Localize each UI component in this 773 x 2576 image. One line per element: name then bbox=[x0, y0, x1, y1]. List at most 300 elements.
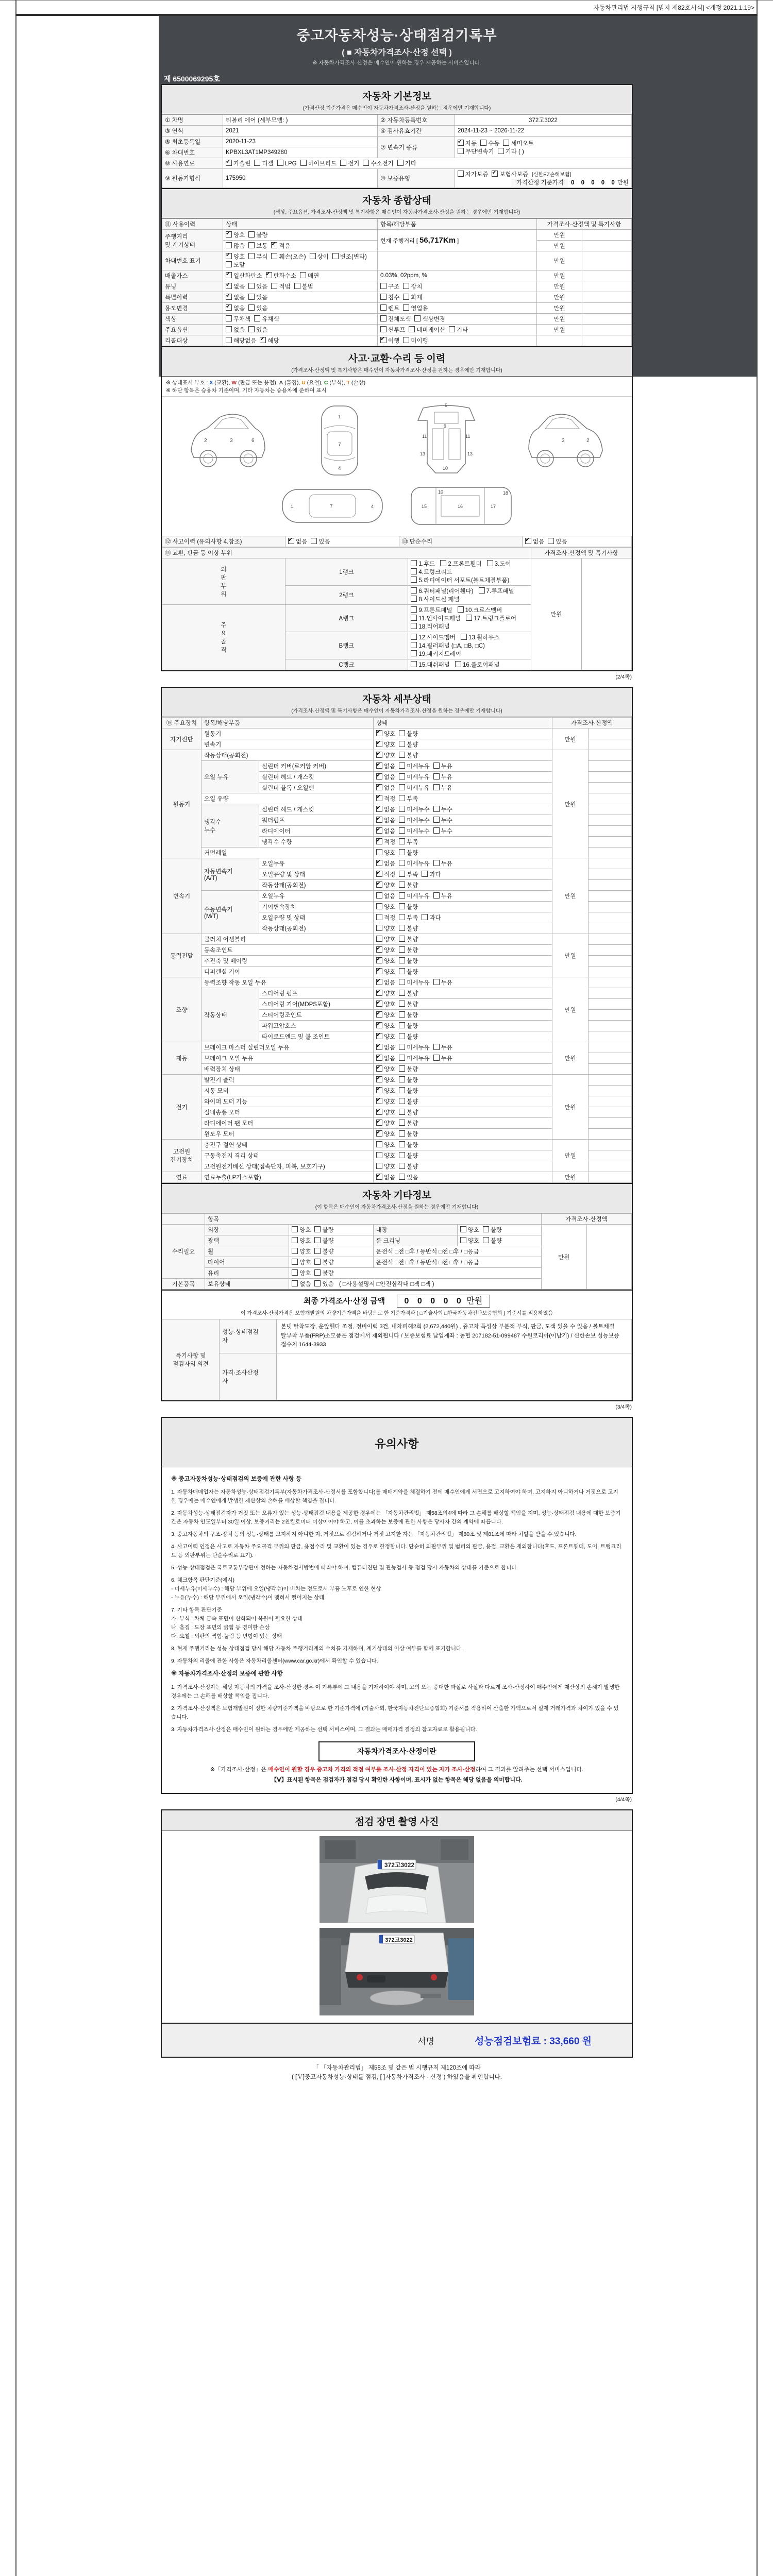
checkbox-mark bbox=[376, 773, 382, 779]
checkbox-하이브리드: 하이브리드 bbox=[300, 159, 337, 167]
checkbox-세미오토: 세미오토 bbox=[503, 139, 533, 147]
checkbox-기타: 기타 bbox=[449, 326, 468, 334]
checkbox-mark bbox=[403, 283, 409, 289]
table-row: 실린더 헤드 / 개스킷 ✔ 없음 미세누유 누유 bbox=[162, 772, 632, 783]
checkbox-mark bbox=[399, 795, 405, 801]
section-title: 자동차 세부상태 bbox=[362, 694, 431, 705]
checkbox-불량: 불량 bbox=[399, 1108, 418, 1116]
checkbox-미이행: 미이행 bbox=[403, 336, 428, 345]
checkbox-16.플로어패널: 16.플로어패널 bbox=[455, 660, 500, 669]
car-diagram-roof bbox=[278, 480, 386, 532]
checkbox-mark bbox=[376, 817, 382, 823]
table-row: 고전원전기배선 상태(접속단자, 피복, 보호기구) 양호 불량 bbox=[162, 1161, 632, 1172]
table-header-row: ⑪ 사용이력 상태 항목/해당부품 가격조사·산정액 및 특기사항 bbox=[162, 219, 632, 230]
checkbox-없음: ✔ 없음 bbox=[376, 1043, 395, 1052]
checkbox-없음: 없음 bbox=[376, 892, 395, 900]
checkbox-mark bbox=[226, 337, 232, 343]
checkbox-5.라디에이터 서포트(볼트체결부품): 5.라디에이터 서포트(볼트체결부품) bbox=[411, 576, 509, 584]
checkbox-양호: 양호 bbox=[376, 935, 395, 943]
checkbox-mark bbox=[399, 1001, 405, 1007]
checkbox-보통: 보통 bbox=[248, 242, 267, 250]
checkbox-양호: 양호 bbox=[376, 1141, 395, 1149]
checkbox-많음: 많음 bbox=[226, 242, 245, 250]
checkbox-mark bbox=[300, 160, 307, 166]
table-row: 연료 연료누출(LP가스포함) ✔ 없음 있음 만원 bbox=[162, 1172, 632, 1183]
checkbox-mark bbox=[433, 860, 440, 866]
checkbox-14.필러패널 (□A, □B, □C): 14.필러패널 (□A, □B, □C) bbox=[411, 641, 485, 650]
inspection-fee: 성능점검보험료 : 33,660 원 bbox=[474, 2036, 592, 2047]
checkbox-mark bbox=[399, 773, 405, 779]
checkbox-양호: ✔양호 bbox=[226, 252, 245, 261]
checkbox-없음: ✔ 없음 bbox=[376, 1173, 395, 1181]
table-row: 제동 브레이크 마스터 실린더오일 누유 ✔ 없음 미세누유 누유 만원 bbox=[162, 1042, 632, 1053]
checkbox-부족: 부족 bbox=[399, 913, 418, 922]
other-info-table bbox=[162, 1213, 632, 1290]
checkbox-매연: 매연 bbox=[300, 272, 319, 280]
checkbox-불량: 불량 bbox=[399, 1022, 418, 1030]
checkbox-mark bbox=[399, 1130, 405, 1137]
table-row: 냉각수 누수 실린더 헤드 / 개스킷 ✔ 없음 미세누수 누수 bbox=[162, 804, 632, 815]
checkbox-불량: 불량 bbox=[399, 903, 418, 911]
checkbox-mark bbox=[399, 946, 405, 953]
checkbox-mark bbox=[376, 968, 382, 974]
checkbox-mark bbox=[248, 304, 255, 311]
checkbox-mark bbox=[399, 817, 405, 823]
checkbox-3.도어: 3.도어 bbox=[487, 560, 511, 568]
checkbox-미세누수: 미세누수 bbox=[399, 816, 429, 824]
checkbox-미세누유: 미세누유 bbox=[399, 1054, 429, 1062]
checkbox-mark bbox=[292, 1280, 298, 1286]
svg-text:1: 1 bbox=[338, 414, 341, 420]
svg-text:372고3022: 372고3022 bbox=[385, 1937, 413, 1944]
table-row: 오일유량 및 상태 ✔ 적정 부족 과다 bbox=[162, 869, 632, 880]
checkbox-mark bbox=[277, 160, 283, 166]
table-row: 오일유량 및 상태 적정 부족 과다 bbox=[162, 912, 632, 923]
checkbox-불량: 불량 bbox=[399, 751, 418, 759]
car-diagram-side-left bbox=[183, 402, 271, 479]
section-summary bbox=[161, 189, 633, 347]
checkbox-mark bbox=[458, 171, 464, 177]
checkbox-mark bbox=[399, 903, 405, 909]
checkbox-기타 ( ): 기타 ( ) bbox=[498, 147, 524, 156]
checkbox-변조(변타): 변조(변타) bbox=[332, 252, 367, 261]
checkbox-적정: ✔ 적정 bbox=[376, 870, 395, 878]
page-left-border bbox=[15, 0, 16, 2576]
table-row: 자기진단 원동기 ✔ 양호 불량 만원 bbox=[162, 728, 632, 739]
checkbox-mark bbox=[492, 171, 498, 177]
document-subtitle: ( ■ 자동차가격조사·산정 선택 ) bbox=[342, 48, 452, 57]
checkbox-불량: 불량 bbox=[399, 957, 418, 965]
checkbox-양호: 양호 bbox=[292, 1258, 311, 1266]
table-row: 동력전달 클러치 어셈블리 양호 불량 만원 bbox=[162, 934, 632, 945]
checkbox-mark bbox=[376, 990, 382, 996]
checkbox-mark bbox=[376, 752, 382, 758]
checkbox-누유: 누유 bbox=[433, 762, 452, 770]
checkbox-불량: 불량 bbox=[399, 1011, 418, 1019]
checkbox-없음: 없음 bbox=[226, 326, 245, 334]
checkbox-불량: 불량 bbox=[399, 1162, 418, 1171]
checkbox-양호: 양호 bbox=[292, 1247, 311, 1256]
checkbox-mark bbox=[226, 326, 232, 332]
checkbox-mark bbox=[248, 253, 255, 259]
checkbox-mark bbox=[399, 1011, 405, 1018]
checkbox-양호: ✔ 양호 bbox=[376, 740, 395, 749]
checkbox-9.프론트패널: 9.프론트패널 bbox=[411, 606, 452, 614]
checkbox-mark bbox=[433, 979, 440, 985]
final-price-label: 최종 가격조사·산정 금액 bbox=[303, 1297, 385, 1306]
page-marker-4: (4/4쪽) bbox=[615, 1797, 632, 1803]
photo-list bbox=[162, 1831, 632, 2023]
table-row: 라디에이터 ✔ 없음 미세누수 누수 bbox=[162, 826, 632, 837]
checkbox-mark bbox=[314, 1248, 321, 1254]
checkbox-mark bbox=[380, 337, 386, 343]
detail-state-table bbox=[162, 717, 632, 1183]
table-row: ⑫ 사고이력 (유의사항 4.참조) ✔ 없음 있음 ⑬ 단순수리 ✔ 없음 있음 bbox=[162, 536, 632, 547]
svg-text:5: 5 bbox=[445, 403, 448, 408]
table-row: 수동변속기 (M/T) 오일누유 없음 미세누유 누유 bbox=[162, 891, 632, 902]
table-header-row: ⑭ 교환, 판금 등 이상 부위 가격조사·산정액 및 특기사항 bbox=[162, 548, 632, 558]
table-row: 디퍼렌셜 기어 ✔ 양호 불량 bbox=[162, 967, 632, 977]
accident-check-table bbox=[162, 536, 632, 547]
table-row: 오일 누유 실린더 커버(로커암 커버) ✔ 없음 미세누유 누유 bbox=[162, 761, 632, 772]
checkbox-mark bbox=[248, 326, 255, 332]
checkbox-미세누유: 미세누유 bbox=[399, 773, 429, 781]
notice-item: 8. 현재 주행거리는 성능·상태점검 당시 해당 자동차 주행거리계의 수치를 기재하며, 계기상태의 이상 여부를 함께 표기합니다. bbox=[171, 1646, 463, 1652]
notice-item: 9. 자동차의 리콜에 관한 사항은 자동차리콜센터(www.car.go.kr)에서 확인할 수 있습니다. bbox=[171, 1658, 378, 1665]
checkbox-mark bbox=[460, 1237, 466, 1243]
checkbox-mark bbox=[422, 871, 428, 877]
checkbox-양호: ✔ 양호 bbox=[376, 1022, 395, 1030]
svg-text:1: 1 bbox=[291, 504, 294, 509]
checkbox-mark bbox=[399, 871, 405, 877]
table-row: 스티어링 기어(MDPS포함) ✔ 양호 불량 bbox=[162, 999, 632, 1010]
checkbox-4.트렁크리드: 4.트렁크리드 bbox=[411, 568, 452, 576]
checkbox-mark bbox=[433, 784, 440, 790]
checkbox-mark bbox=[399, 806, 405, 812]
checkbox-없음: ✔ 없음 bbox=[376, 859, 395, 868]
checkbox-mark bbox=[226, 160, 232, 166]
checkbox-mark bbox=[260, 337, 266, 343]
checkbox-mark bbox=[399, 1152, 405, 1158]
checkbox-mark bbox=[376, 838, 382, 844]
checkbox-불량: 불량 bbox=[483, 1236, 502, 1245]
checkbox-불량: 불량 bbox=[399, 1097, 418, 1106]
checkbox-양호: ✔ 양호 bbox=[376, 957, 395, 965]
checkbox-mark bbox=[480, 140, 486, 146]
table-row: B랭크 12.사이드멤버 13.휠하우스 14.필러패널 (□A, □B, □C) 19.패키지트레이 bbox=[162, 632, 632, 659]
checkbox-mark bbox=[363, 160, 369, 166]
table-row: 작동상태(공회전) 양호 불량 bbox=[162, 923, 632, 934]
notice-item: 6. 체크항목 판단기준(예시) - 미세누유(미세누수) : 해당 부위에 오일(냉각수)이 비치는 정도로서 부품 노후로 인한 현상 - 누유(누수) : 해당 부위에서 오일(냉각수)이 맺혀서 떨어지는 상태 bbox=[171, 1577, 381, 1601]
checkbox-이행: ✔ 이행 bbox=[380, 336, 399, 345]
svg-text:3: 3 bbox=[230, 438, 233, 444]
checkbox-양호: ✔ 양호 bbox=[376, 1119, 395, 1127]
checkbox-mark bbox=[376, 925, 382, 931]
checkbox-양호: 양호 bbox=[376, 849, 395, 857]
checkbox-없음: ✔ 없음 bbox=[376, 1054, 395, 1062]
checkbox-mark bbox=[399, 1087, 405, 1093]
checkbox-있음: 있음 bbox=[399, 1173, 418, 1181]
section-signature bbox=[161, 2024, 633, 2058]
checkbox-불량: 불량 bbox=[314, 1269, 333, 1277]
checkbox-mark bbox=[399, 741, 405, 747]
checkbox-mark bbox=[397, 160, 404, 166]
checkbox-양호: ✔ 양호 bbox=[376, 1130, 395, 1138]
table-row: 광택 양호 불량 룸 크리닝 양호 불량 bbox=[162, 1235, 632, 1246]
checkbox-불량: 불량 bbox=[399, 881, 418, 889]
checkbox-불량: 불량 bbox=[399, 730, 418, 738]
section-note: (가격산정 기준가격은 매수인이 자동차가격조사·산정을 원하는 경우에만 기재합니다) bbox=[303, 106, 491, 111]
checkbox-mark bbox=[399, 979, 405, 985]
table-row: ⑧ 사용연료 ✔ 가솔린 디젤 LPG 하이브리드 전기 수소전기 기타 bbox=[162, 158, 632, 169]
checkbox-mark bbox=[399, 1044, 405, 1050]
checkbox-mark bbox=[376, 1055, 382, 1061]
table-row: 오일 유량 ✔ 적정 부족 bbox=[162, 793, 632, 804]
section-header bbox=[162, 1810, 632, 1831]
section-note: (가격조사·산정액 및 특기사항은 매수인이 자동차가격조사·산정을 원하는 경우에만 기재합니다) bbox=[291, 708, 502, 714]
checkbox-mark bbox=[271, 283, 277, 289]
checkbox-없음: ✔ 없음 bbox=[376, 773, 395, 781]
checkbox-mark bbox=[314, 1259, 321, 1265]
checkbox-무채색: 무채색 bbox=[226, 315, 250, 323]
table-row: 원동기 작동상태(공회전) ✔ 양호 불량 만원 bbox=[162, 750, 632, 761]
notice-body bbox=[162, 1467, 632, 1793]
svg-text:13: 13 bbox=[467, 451, 473, 456]
checkbox-불량: 불량 bbox=[399, 924, 418, 933]
checkbox-mark bbox=[376, 1022, 382, 1028]
table-row: ⑥ 차대번호 KPBXL3AT1MP349280 bbox=[162, 147, 632, 158]
table-row: 주 요 골 격 A랭크 9.프론트패널 10.크로스멤버 11.인사이드패널 17.트렁크플로어 18.리어패널 bbox=[162, 605, 632, 632]
footer-line-1: 「 「자동차관리법」 제58조 및 같은 법 시행규칙 제120조에 따라 bbox=[313, 2065, 481, 2072]
checkbox-불량: 불량 bbox=[399, 1119, 418, 1127]
checkbox-LPG: LPG bbox=[277, 160, 297, 167]
checkbox-mark bbox=[433, 817, 440, 823]
checkbox-누수: 누수 bbox=[433, 816, 452, 824]
checkbox-mark bbox=[294, 283, 300, 289]
section-basic-info bbox=[161, 84, 633, 189]
section-note: (이 항목은 매수인이 자동차가격조사·산정을 원하는 경우에만 기재합니다) bbox=[315, 1205, 479, 1210]
checkbox-mark bbox=[399, 1065, 405, 1072]
checkbox-mark bbox=[248, 231, 255, 238]
checkbox-있음: 있음 bbox=[548, 537, 567, 546]
table-row: 고전원 전기장치 충전구 절연 상태 양호 불량 만원 bbox=[162, 1140, 632, 1150]
checkbox-미세누유: 미세누유 bbox=[399, 859, 429, 868]
svg-text:18: 18 bbox=[503, 490, 509, 496]
section-title: 점검 장면 촬영 사진 bbox=[355, 1817, 439, 1828]
checkbox-mark bbox=[548, 538, 554, 544]
svg-text:2: 2 bbox=[586, 438, 590, 444]
checkbox-전기: 전기 bbox=[340, 159, 359, 167]
checkbox-mark bbox=[503, 140, 509, 146]
checkbox-mark bbox=[376, 946, 382, 953]
checkbox-침수: 침수 bbox=[380, 293, 399, 301]
table-row: 냉각수 수량 ✔ 적정 부족 bbox=[162, 837, 632, 848]
checkbox-과다: 과다 bbox=[422, 870, 441, 878]
notice-item: 3. 자동차가격조사·산정은 매수인이 원하는 경우에만 제공하는 선택 서비스이며, 그 결과는 매매가격 결정의 참고자료로 활용됩니다. bbox=[171, 1726, 477, 1733]
checkbox-양호: ✔양호 bbox=[226, 231, 245, 239]
svg-text:2: 2 bbox=[204, 438, 207, 444]
checkbox-mark bbox=[292, 1259, 298, 1265]
svg-text:372고3022: 372고3022 bbox=[384, 1861, 415, 1869]
table-row: 실린더 블록 / 오일팬 ✔ 없음 미세누유 누유 bbox=[162, 783, 632, 793]
summary-table bbox=[162, 218, 632, 346]
table-row: 라디에이터 팬 모터 ✔ 양호 불량 bbox=[162, 1118, 632, 1129]
checkbox-mark bbox=[403, 294, 409, 300]
table-row: 전기 발전기 출력 ✔ 양호 불량 만원 bbox=[162, 1075, 632, 1086]
checkbox-불량: 불량 bbox=[399, 1130, 418, 1138]
checkbox-mark bbox=[399, 849, 405, 855]
checkbox-미세누수: 미세누수 bbox=[399, 827, 429, 835]
notice-item: 7. 기타 항목 판단기준 가. 부식 : 차체 금속 표면이 산화되어 복원이 필요한 상태 나. 흠집 : 도장 표면의 긁힘 등 경미한 손상 다. 요철 : 외판의 찍힘·눌림 등 변형이 있는 상태 bbox=[171, 1607, 303, 1640]
table-row: 스티어링조인트 ✔ 양호 불량 bbox=[162, 1010, 632, 1021]
checkbox-mark bbox=[399, 1109, 405, 1115]
table-row: 특별이력 ✔ 없음 있음 침수 화재 만원 bbox=[162, 292, 632, 303]
checkbox-양호: ✔ 양호 bbox=[376, 1087, 395, 1095]
checkbox-11.인사이드패널: 11.인사이드패널 bbox=[411, 614, 461, 622]
checkbox-양호: ✔ 양호 bbox=[376, 1097, 395, 1106]
svg-text:7: 7 bbox=[330, 504, 333, 510]
basic-info-table bbox=[162, 114, 632, 188]
table-row: 유리 양호 불량 bbox=[162, 1268, 632, 1279]
checkbox-mark bbox=[399, 1055, 405, 1061]
checkbox-18.리어패널: 18.리어패널 bbox=[411, 622, 449, 631]
checkbox-탄화수소: ✔ 탄화수소 bbox=[266, 272, 296, 280]
checkbox-mark bbox=[458, 140, 464, 146]
checkbox-mark bbox=[460, 1226, 466, 1232]
checkbox-mark bbox=[433, 892, 440, 899]
checkbox-mark bbox=[376, 827, 382, 834]
table-row: 구동축전지 격리 상태 양호 불량 bbox=[162, 1150, 632, 1161]
checkbox-수동: 수동 bbox=[480, 139, 499, 147]
checkbox-없음: ✔ 없음 bbox=[376, 784, 395, 792]
svg-text:11: 11 bbox=[465, 434, 470, 439]
car-diagram-underbody bbox=[408, 402, 485, 479]
table-row: 색상 무채색 유채색 전체도색 색상변경 만원 bbox=[162, 314, 632, 325]
form-reference-note: 자동차관리법 시행규칙 [별지 제82호서식] <개정 2021.1.19> bbox=[593, 4, 754, 11]
checkbox-양호: ✔ 양호 bbox=[376, 1000, 395, 1008]
checkbox-적정: 적정 bbox=[376, 913, 395, 922]
checkbox-mark bbox=[399, 1076, 405, 1082]
table-row: 조향 동력조향 작동 오일 누유 ✔ 없음 미세누유 누유 만원 bbox=[162, 977, 632, 988]
checkbox-mark bbox=[399, 1033, 405, 1039]
checkbox-mark bbox=[403, 304, 409, 311]
checkbox-불량: 불량 bbox=[314, 1258, 333, 1266]
checkbox-mark bbox=[376, 1163, 382, 1169]
checkbox-mark bbox=[226, 315, 232, 321]
checkbox-장치: 장치 bbox=[403, 282, 422, 291]
checkbox-mark bbox=[399, 914, 405, 920]
section-notice bbox=[161, 1417, 633, 1794]
checkbox-mark bbox=[433, 762, 440, 769]
checkbox-영업용: 영업용 bbox=[403, 304, 428, 312]
checkbox-양호: ✔ 양호 bbox=[376, 1076, 395, 1084]
checkbox-mark bbox=[376, 1098, 382, 1104]
checkbox-수소전기: 수소전기 bbox=[363, 159, 393, 167]
checkbox-불량: 불량 bbox=[483, 1226, 502, 1234]
svg-text:9: 9 bbox=[444, 423, 447, 429]
checkbox-mark bbox=[380, 315, 386, 321]
checkbox-mark bbox=[376, 892, 382, 899]
checkbox-mark bbox=[314, 1237, 321, 1243]
car-diagram-floor bbox=[407, 480, 515, 532]
checkbox-렌트: 렌트 bbox=[380, 304, 399, 312]
final-price-note: 이 가격조사·산정가격은 보험개발원의 차량기준가액을 바탕으로 한 기준가격과 ( □기술사회 □한국자동차진단보증협회 ) 기준서를 적용하였음 bbox=[240, 1311, 553, 1316]
checkbox-일산화탄소: ✔ 일산화탄소 bbox=[226, 272, 262, 280]
notice-item: 5. 성능·상태점검은 국토교통부장관이 정하는 자동차검사방법에 따라야 하며, 컴퓨터진단 및 관능검사 등 점검 당시 자동차의 상태를 기준으로 합니다. bbox=[171, 1565, 518, 1571]
table-row: 가격·조사산정 자 bbox=[162, 1353, 632, 1400]
page-top-line bbox=[0, 0, 773, 1]
checkbox-mark bbox=[409, 326, 415, 332]
checkbox-과다: 과다 bbox=[422, 913, 441, 922]
table-row: 시동 모터 ✔ 양호 불량 bbox=[162, 1086, 632, 1096]
checkbox-기타: 기타 bbox=[397, 159, 416, 167]
section-title: 자동차 종합상태 bbox=[362, 195, 431, 206]
checkbox-mark bbox=[380, 326, 386, 332]
checkbox-없음: 없음 bbox=[292, 1280, 311, 1288]
table-row: 용도변경 ✔ 없음 있음 렌트 영업용 만원 bbox=[162, 303, 632, 314]
checkbox-mark bbox=[399, 752, 405, 758]
checkbox-mark bbox=[376, 903, 382, 909]
section-title: 자동차 기본정보 bbox=[362, 91, 431, 102]
checkbox-mark bbox=[376, 1174, 382, 1180]
checkbox-누유: 누유 bbox=[433, 773, 452, 781]
table-row: 튜닝 ✔ 없음 있음 적법 불법 구조 장치 만원 bbox=[162, 281, 632, 292]
car-diagram-top bbox=[309, 402, 371, 479]
checkbox-mark bbox=[226, 272, 232, 278]
checkbox-mark bbox=[458, 148, 464, 154]
checkbox-17.트렁크플로어: 17.트렁크플로어 bbox=[466, 614, 516, 622]
checkbox-양호: 양호 bbox=[292, 1269, 311, 1277]
checkbox-불량: 불량 bbox=[399, 1076, 418, 1084]
checkbox-누유: 누유 bbox=[433, 978, 452, 987]
checkbox-mark bbox=[271, 253, 277, 259]
checkbox-불량: 불량 bbox=[399, 1087, 418, 1095]
checkbox-미세누유: 미세누유 bbox=[399, 1043, 429, 1052]
checkbox-mark bbox=[399, 936, 405, 942]
checkbox-mark bbox=[300, 272, 306, 278]
checkbox-mark bbox=[314, 1280, 321, 1286]
section-header bbox=[162, 347, 632, 377]
table-row: 윈도우 모터 ✔ 양호 불량 bbox=[162, 1129, 632, 1140]
checkbox-mark bbox=[248, 294, 255, 300]
table-row: 변속기 ✔ 양호 불량 bbox=[162, 739, 632, 750]
checkbox-mark bbox=[433, 773, 440, 779]
notice-item: 2. 가격조사·산정액은 보험개발원이 정한 차량기준가액을 바탕으로 한 기준가격에 (기술사회, 한국자동차진단보증협회) 기준서를 적용하여 산출한 가액으로서 실제 거래가격과 차이가 있을 수 있습니다. bbox=[171, 1705, 619, 1721]
checkbox-양호: 양호 bbox=[460, 1226, 479, 1234]
checkbox-mark bbox=[376, 1141, 382, 1147]
svg-text:4: 4 bbox=[371, 504, 374, 509]
table-row: 추진축 및 베어링 ✔ 양호 불량 bbox=[162, 956, 632, 967]
checkbox-불량: 불량 bbox=[399, 946, 418, 954]
checkbox-양호: 양호 bbox=[376, 1162, 395, 1171]
checkbox-mark bbox=[399, 892, 405, 899]
checkbox-13.휠하우스: 13.휠하우스 bbox=[461, 633, 499, 641]
checkbox-보험사보증: ✔ 보험사보증 bbox=[492, 170, 528, 178]
checkbox-mark bbox=[254, 315, 260, 321]
section-title: 사고·교환·수리 등 이력 bbox=[348, 353, 446, 364]
checkbox-mark bbox=[248, 283, 255, 289]
checkbox-없음: ✔ 없음 bbox=[288, 537, 307, 546]
checkbox-없음: ✔ 없음 bbox=[376, 827, 395, 835]
section-header bbox=[162, 85, 632, 114]
checkbox-양호: ✔ 양호 bbox=[376, 968, 395, 976]
notice-item: 1. 가격조사·산정자는 해당 자동차의 가격을 조사·산정한 경우 이 기록부에 그 내용을 기재하여야 하며, 고의 또는 중대한 과실로 사실과 다르게 조사·산정하여 매수인에게 재산상의 손해가 발생한 경우에는 그 손해를 배상할 책임을 집니다. bbox=[171, 1684, 620, 1700]
table-row: 커먼레일 양호 불량 bbox=[162, 848, 632, 858]
checkbox-mark bbox=[380, 283, 386, 289]
table-row: 리콜대상 해당없음 ✔ 해당 ✔ 이행 미이행 bbox=[162, 335, 632, 346]
table-row: 변속기 자동변속기 (A/T) 오일누유 ✔ 없음 미세누유 누유 만원 bbox=[162, 858, 632, 869]
checkbox-6.쿼터패널(리어휀다): 6.쿼터패널(리어휀다) bbox=[411, 587, 473, 595]
